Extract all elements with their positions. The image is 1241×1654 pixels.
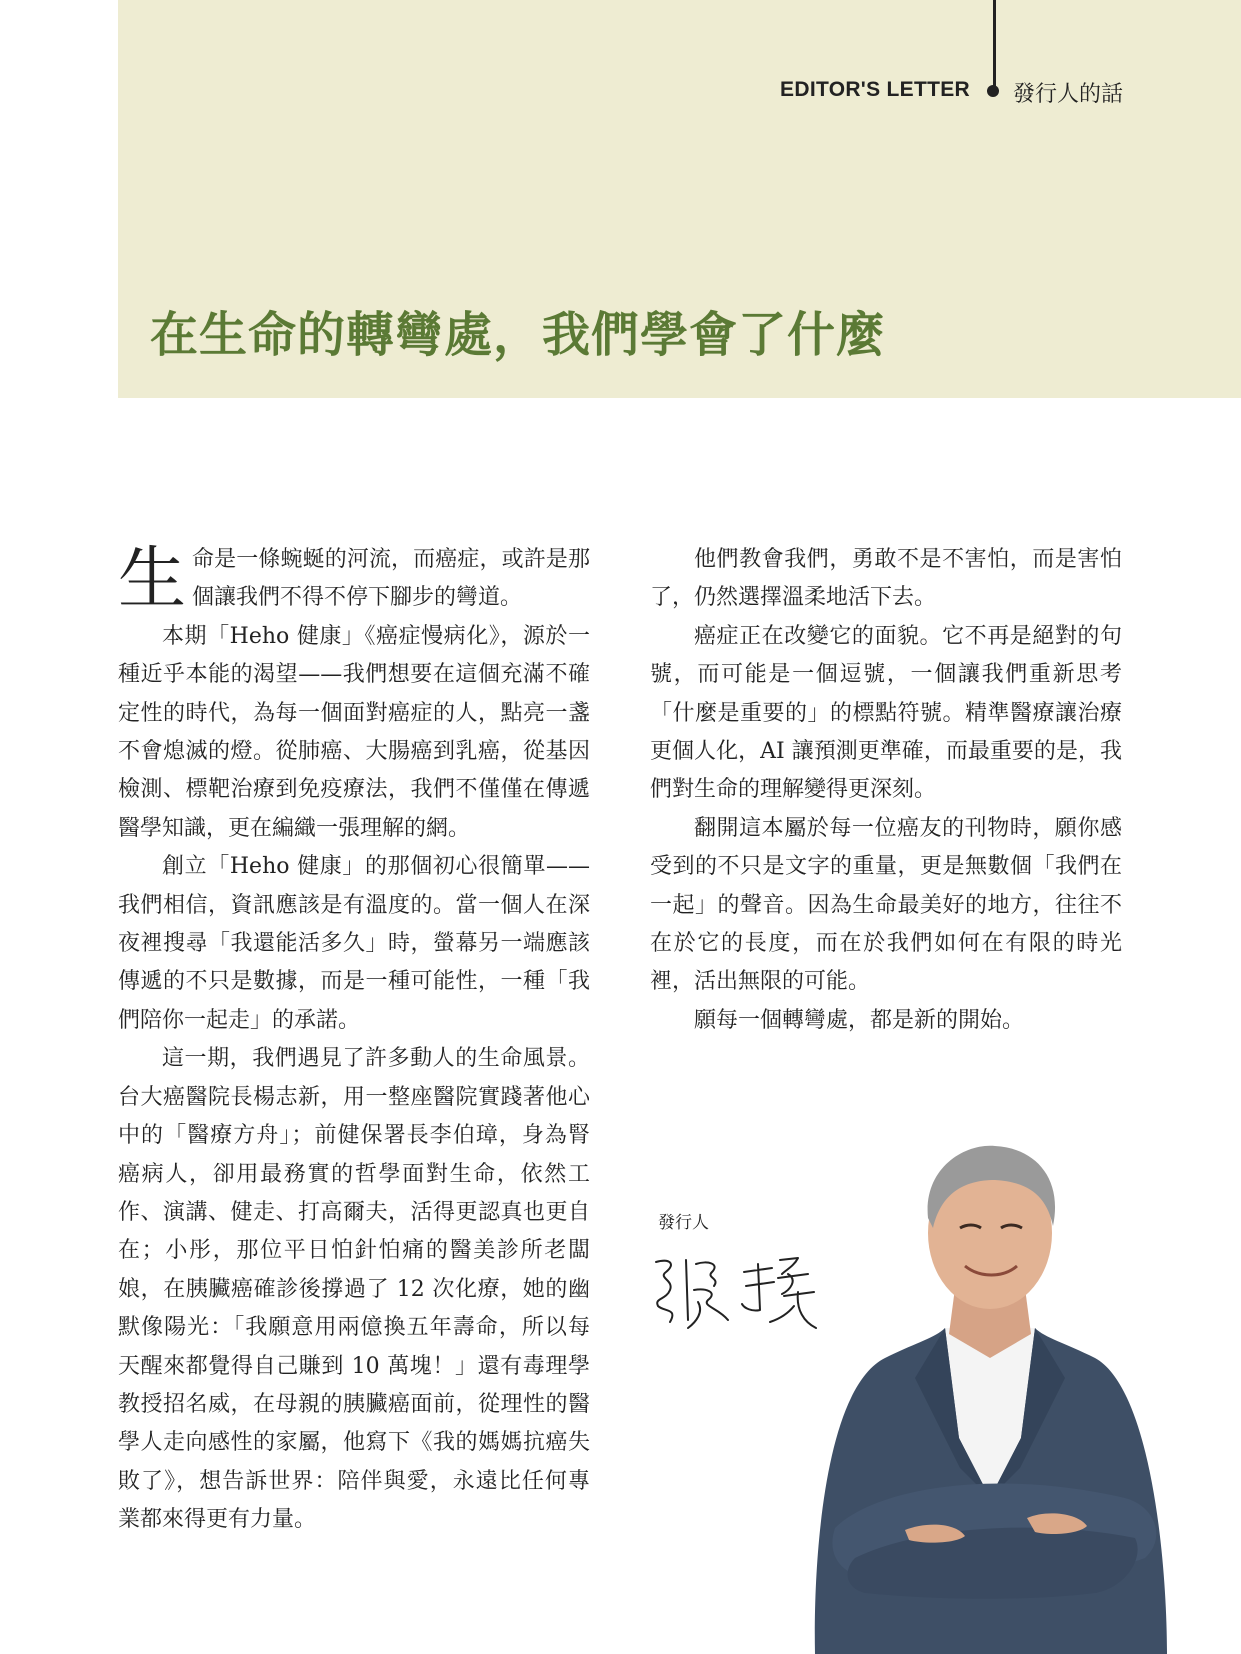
- article-column-left: [118, 541, 590, 1540]
- section-divider-dot: [987, 85, 999, 97]
- article-paragraph: 癌症正在改變它的面貌。它不再是絕對的句號，而可能是一個逗號，一個讓我們重新思考「什麼是重要的」的標點符號。精準醫療讓治療更個人化，AI 讓預測更準確，而最重要的是，我們對生命的理解變得更深刻。: [650, 623, 1122, 803]
- article-paragraph: 創立「Heho 健康」的那個初心很簡單——我們相信，資訊應該是有溫度的。當一個人在深夜裡搜尋「我還能活多久」時，螢幕另一端應該傳遞的不只是數據，而是一種可能性，一種「我們陪你一起走」的承諾。: [118, 854, 590, 1033]
- article-paragraph: 願每一個轉彎處，都是新的開始。: [694, 1007, 1025, 1033]
- publisher-portrait: [795, 1138, 1175, 1654]
- article-paragraph-text: 命是一條蜿蜒的河流，而癌症，或許是那個讓我們不得不停下腳步的彎道。: [192, 547, 590, 611]
- section-label-en: EDITOR'S LETTER: [780, 78, 970, 101]
- article-paragraph: 本期「Heho 健康」《癌症慢病化》，源於一種近乎本能的渴望——我們想要在這個充滿不確定性的時代，為每一個面對癌症的人，點亮一盞不會熄滅的燈。從肺癌、大腸癌到乳癌，從基因檢測、標靶治療到免疫療法，我們不僅僅在傳遞醫學知識，更在編織一張理解的網。: [118, 623, 590, 841]
- signer-role: 發行人: [658, 1213, 709, 1233]
- article-paragraph: 翻開這本屬於每一位癌友的刊物時，願你感受到的不只是文字的重量，更是無數個「我們在一起」的聲音。因為生命最美好的地方，往往不在於它的長度，而在於我們如何在有限的時光裡，活出無限的可能。: [650, 815, 1122, 995]
- article-paragraph: 這一期，我們遇見了許多動人的生命風景。台大癌醫院長楊志新，用一整座醫院實踐著他心中的「醫療方舟」；前健保署長李伯璋，身為腎癌病人，卻用最務實的哲學面對生命，依然工作、演講、健走、打高爾夫，活得更認真也更自在；小彤，那位平日怕針怕痛的醫美診所老闆娘，在胰臟癌確診後撐過了 12 次化療，她的幽默像陽光：「我願意用兩億換五年壽命，所以每天醒來都覺得自己賺到 10 萬塊！」還有毒理學教授招名威，在母親的胰臟癌面前，從理性的醫學人走向感性的家屬，他寫下《我的媽媽抗癌失敗了》，想告訴世界：陪伴與愛，永遠比任何專業都來得更有力量。: [118, 1046, 590, 1533]
- article-headline: 在生命的轉彎處，我們學會了什麼: [150, 307, 886, 363]
- section-divider-line: [993, 0, 996, 90]
- section-label-zh: 發行人的話: [1013, 82, 1124, 107]
- article-column-right: [650, 541, 1122, 1040]
- drop-cap: 生: [118, 540, 187, 619]
- article-paragraph: [118, 541, 590, 618]
- article-paragraph: 他們教會我們，勇敢不是不害怕，而是害怕了，仍然選擇溫柔地活下去。: [650, 547, 1122, 611]
